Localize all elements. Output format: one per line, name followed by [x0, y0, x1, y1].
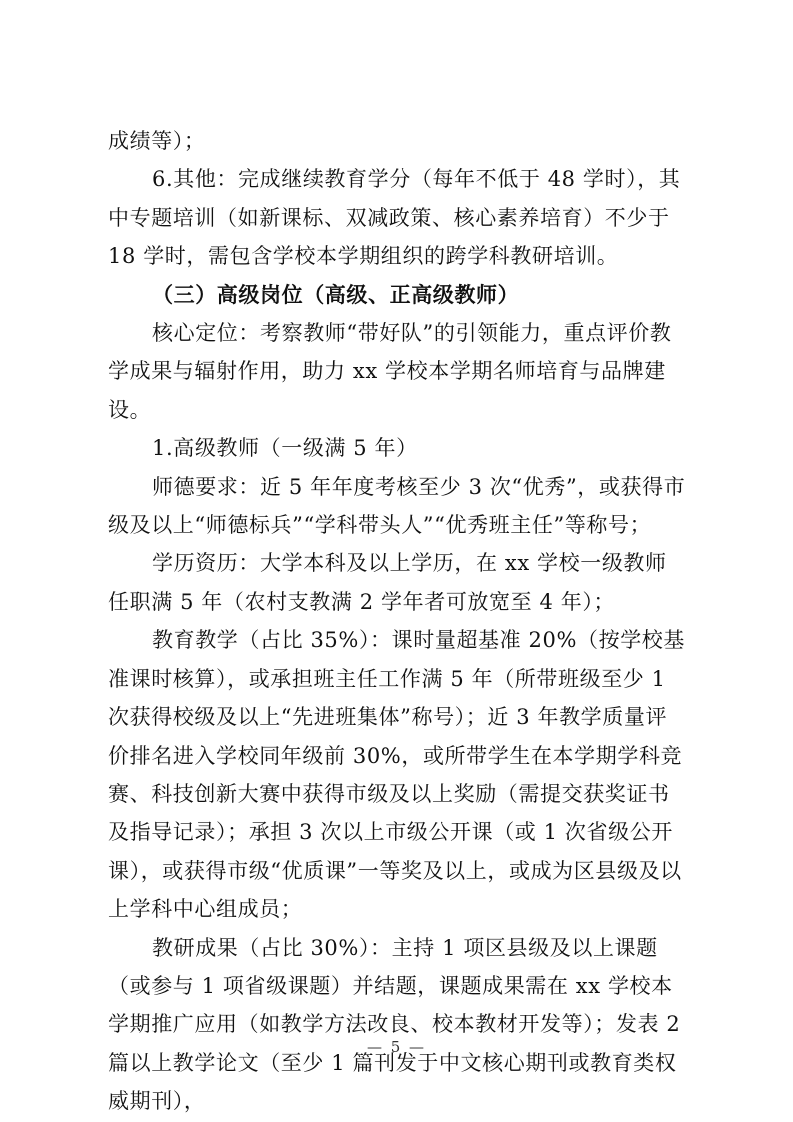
page-number: — 5 — [366, 1038, 427, 1056]
paragraph-research-results: 教研成果（占比 30%）：主持 1 项区县级及以上课题（或参与 1 项省级课题）并结题，课题成果需在 xx 学校本学期推广应用（如教学方法改良、校本教材开发等）；发表 2 篇以上教学论文（至少 1 篇刊发于中文核心期刊或教育类权威期刊）， [108, 935, 681, 1114]
paragraph-education-qualification: 学历资历：大学本科及以上学历，在 xx 学校一级教师任职满 5 年（农村支教满 2 学年者可放宽至 4 年）； [108, 551, 667, 614]
paragraph-other-requirements: 6.其他：完成继续教育学分（每年不低于 48 学时），其中专题培训（如新课标、双减政策、核心素养培育）不少于 18 学时，需包含学校本学期组织的跨学科教研培训。 [108, 167, 681, 269]
paragraph-teaching: 教育教学（占比 35%）：课时量超基准 20%（按学校基准课时核算），或承担班主任工作满 5 年（所带班级至少 1 次获得校级及以上“先进班集体”称号）；近 3 年教学质量评价排名进入学校同年级前 30%，或所带学生在本学期学科竞赛、科技创新大赛中获得市级及以上奖励（需提交获奖证书及指导记录）；承担 3 次以上市级公开课（或 1 次省级公开课），或获得市级“优质课”一等奖及以上，或成为区县级及以上学科中心组成员； [108, 628, 686, 922]
paragraph-ethics-requirement: 师德要求：近 5 年年度考核至少 3 次“优秀”，或获得市级及以上“师德标兵”“学科带头人”“优秀班主任”等称号； [108, 474, 686, 538]
section-heading-senior-positions: （三）高级岗位（高级、正高级教师） [152, 281, 520, 307]
paragraph-core-positioning: 核心定位：考察教师“带好队”的引领能力，重点评价教学成果与辐射作用，助力 xx 学校本学期名师培育与品牌建设。 [108, 321, 672, 422]
document-body [108, 122, 688, 1121]
paragraph-continuation: 成绩等）； [108, 129, 206, 153]
subheading-senior-teacher: 1.高级教师（一级满 5 年） [152, 436, 418, 461]
